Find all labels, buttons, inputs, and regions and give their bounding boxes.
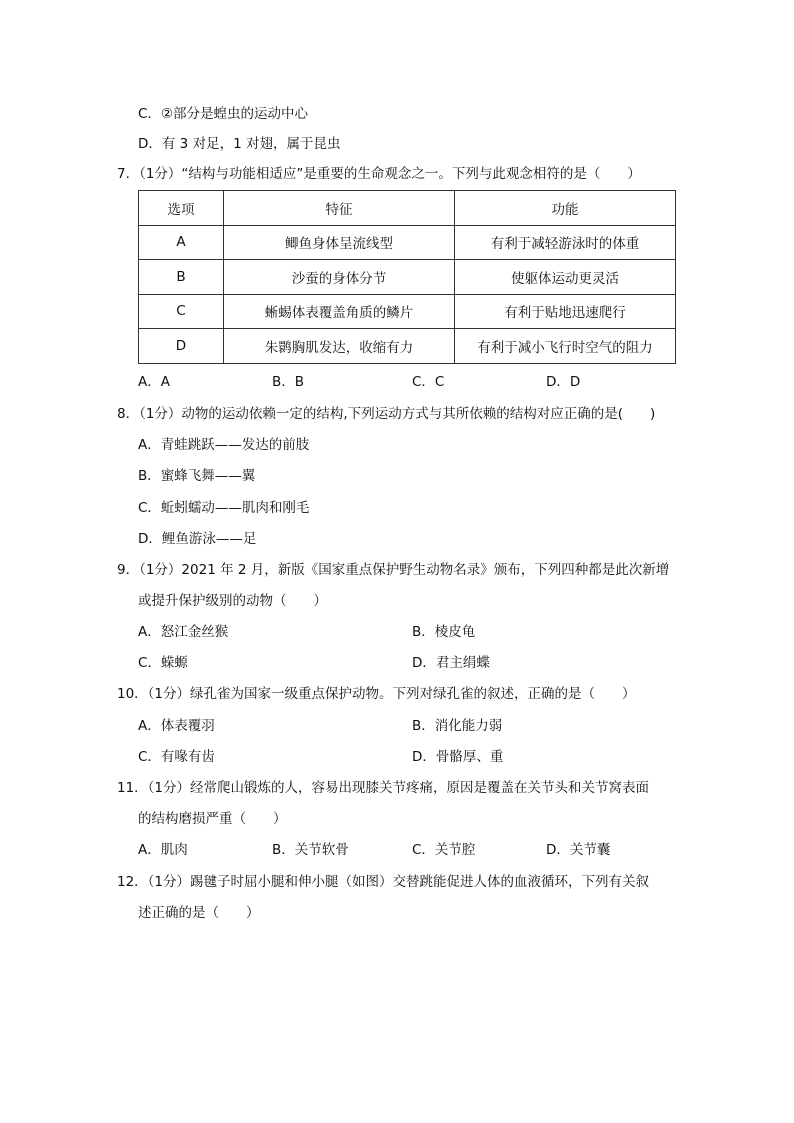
table-cell: 使躯体运动更灵活	[455, 260, 676, 295]
q8-option-b: B．蜜蜂飞舞——翼	[138, 468, 256, 484]
q11-option-b: B．关节软骨	[272, 842, 349, 858]
q9-option-a: A．怒江金丝猴	[138, 624, 229, 640]
q9-option-c: C．蝾螈	[138, 655, 188, 671]
table-cell: 朱鹮胸肌发达，收缩有力	[224, 329, 455, 364]
q9-stem-line2: 或提升保护级别的动物（ ）	[138, 593, 327, 609]
q7-option-c: C．C	[412, 374, 445, 390]
table-header-cell: 功能	[455, 191, 676, 226]
q12-stem-line1: 12．（1分）踢毽子时屈小腿和伸小腿（如图）交替跳能促进人体的血液循环，下列有关叙	[117, 874, 650, 890]
q11-option-c: C．关节腔	[412, 842, 476, 858]
table-cell: A	[139, 225, 224, 260]
table-header-cell: 选项	[139, 191, 224, 226]
q8-option-d: D．鲤鱼游泳——足	[138, 531, 257, 547]
q7-table	[138, 190, 676, 364]
q10-option-c: C．有喙有齿	[138, 749, 215, 765]
q7-option-d: D．D	[546, 374, 581, 390]
table-row	[139, 225, 676, 260]
q8-stem: 8．（1分）动物的运动依赖一定的结构,下列运动方式与其所依赖的结构对应正确的是( )	[117, 406, 656, 422]
q7-option-a: A．A	[138, 374, 170, 390]
q6-option-d: D．有 3 对足，1 对翅，属于昆虫	[138, 136, 341, 152]
q6-option-c: C．②部分是蝗虫的运动中心	[138, 106, 309, 122]
table-cell: 鲫鱼身体呈流线型	[224, 225, 455, 260]
q10-option-d: D．骨骼厚、重	[412, 749, 504, 765]
table-row	[139, 329, 676, 364]
q9-stem-line1: 9．（1分）2021 年 2 月，新版《国家重点保护野生动物名录》颁布，下列四种都是此次新增	[117, 562, 670, 578]
table-cell: 沙蚕的身体分节	[224, 260, 455, 295]
q11-option-a: A．肌肉	[138, 842, 188, 858]
q12-stem-line2: 述正确的是（ ）	[138, 905, 260, 921]
table-cell: 有利于减轻游泳时的体重	[455, 225, 676, 260]
q11-option-d: D．关节囊	[546, 842, 611, 858]
table-cell: 有利于贴地迅速爬行	[455, 294, 676, 329]
q9-option-d: D．君主绢蝶	[412, 655, 490, 671]
q7-option-b: B．B	[272, 374, 305, 390]
table-header-cell: 特征	[224, 191, 455, 226]
table-row	[139, 294, 676, 329]
q8-option-c: C．蚯蚓蠕动——肌肉和刚毛	[138, 500, 310, 516]
table-header-row	[139, 191, 676, 226]
table-cell: 蜥蜴体表覆盖角质的鳞片	[224, 294, 455, 329]
table-cell: 有利于减小飞行时空气的阻力	[455, 329, 676, 364]
q9-option-b: B．棱皮龟	[412, 624, 476, 640]
table-row	[139, 260, 676, 295]
q11-stem-line2: 的结构磨损严重（ ）	[138, 811, 287, 827]
q10-option-a: A．体表覆羽	[138, 718, 215, 734]
q8-option-a: A．青蛙跳跃——发达的前肢	[138, 437, 310, 453]
table-cell: C	[139, 294, 224, 329]
q10-option-b: B．消化能力弱	[412, 718, 503, 734]
table-cell: B	[139, 260, 224, 295]
q10-stem: 10．（1分）绿孔雀为国家一级重点保护动物。下列对绿孔雀的叙述，正确的是（ ）	[117, 686, 636, 702]
q7-stem: 7．（1分）“结构与功能相适应”是重要的生命观念之一。下列与此观念相符的是（ ）	[117, 166, 641, 182]
q11-stem-line1: 11．（1分）经常爬山锻炼的人，容易出现膝关节疼痛，原因是覆盖在关节头和关节窝表面	[117, 780, 650, 796]
table-cell: D	[139, 329, 224, 364]
